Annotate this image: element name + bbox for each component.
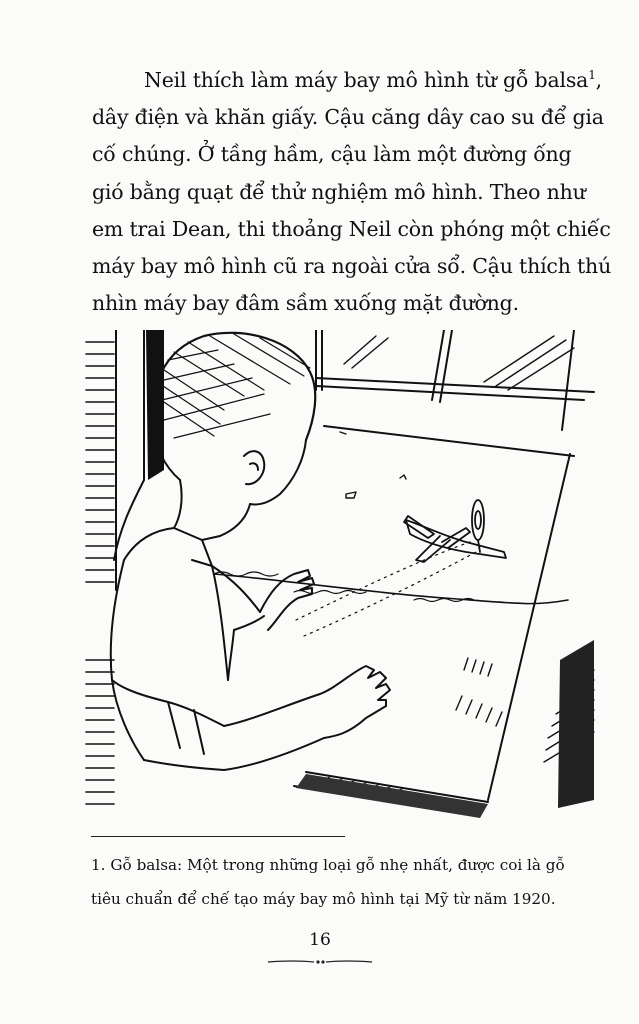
paragraph-line-1: Neil thích làm máy bay mô hình từ gỗ balsa$^1$, bbox=[144, 68, 602, 92]
window-blinds bbox=[86, 342, 114, 804]
page-number: 16 bbox=[309, 930, 331, 950]
paragraph-line-4: gió bằng quạt để thử nghiệm mô hình. Theo như bbox=[92, 179, 586, 204]
boy-launching-model-plane-illustration bbox=[84, 330, 602, 822]
paragraph-line-6: máy bay mô hình cũ ra ngoài cửa sổ. Cậu thích thú bbox=[92, 254, 612, 279]
body-paragraph bbox=[92, 62, 612, 322]
model-airplane bbox=[404, 500, 506, 562]
footnote-separator bbox=[91, 836, 345, 837]
paragraph-line-7: nhìn máy bay đâm sầm xuống mặt đường. bbox=[92, 291, 519, 316]
paragraph-line-5: em trai Dean, thi thoảng Neil còn phóng một chiếc bbox=[92, 216, 611, 241]
footnote-marker: 1 bbox=[588, 68, 596, 83]
footnote-line-2: tiêu chuẩn để chế tạo máy bay mô hình tại Mỹ từ năm 1920. bbox=[91, 890, 556, 908]
paragraph-line-2: dây điện và khăn giấy. Cậu căng dây cao su để gia bbox=[92, 105, 604, 130]
paragraph-line-3: cố chúng. Ở tầng hầm, cậu làm một đường ống bbox=[92, 142, 572, 167]
footnote-line-1: 1. Gỗ balsa: Một trong những loại gỗ nhẹ nhất, được coi là gỗ bbox=[91, 856, 565, 874]
footnote bbox=[91, 848, 601, 916]
page-number-ornament bbox=[268, 957, 372, 967]
